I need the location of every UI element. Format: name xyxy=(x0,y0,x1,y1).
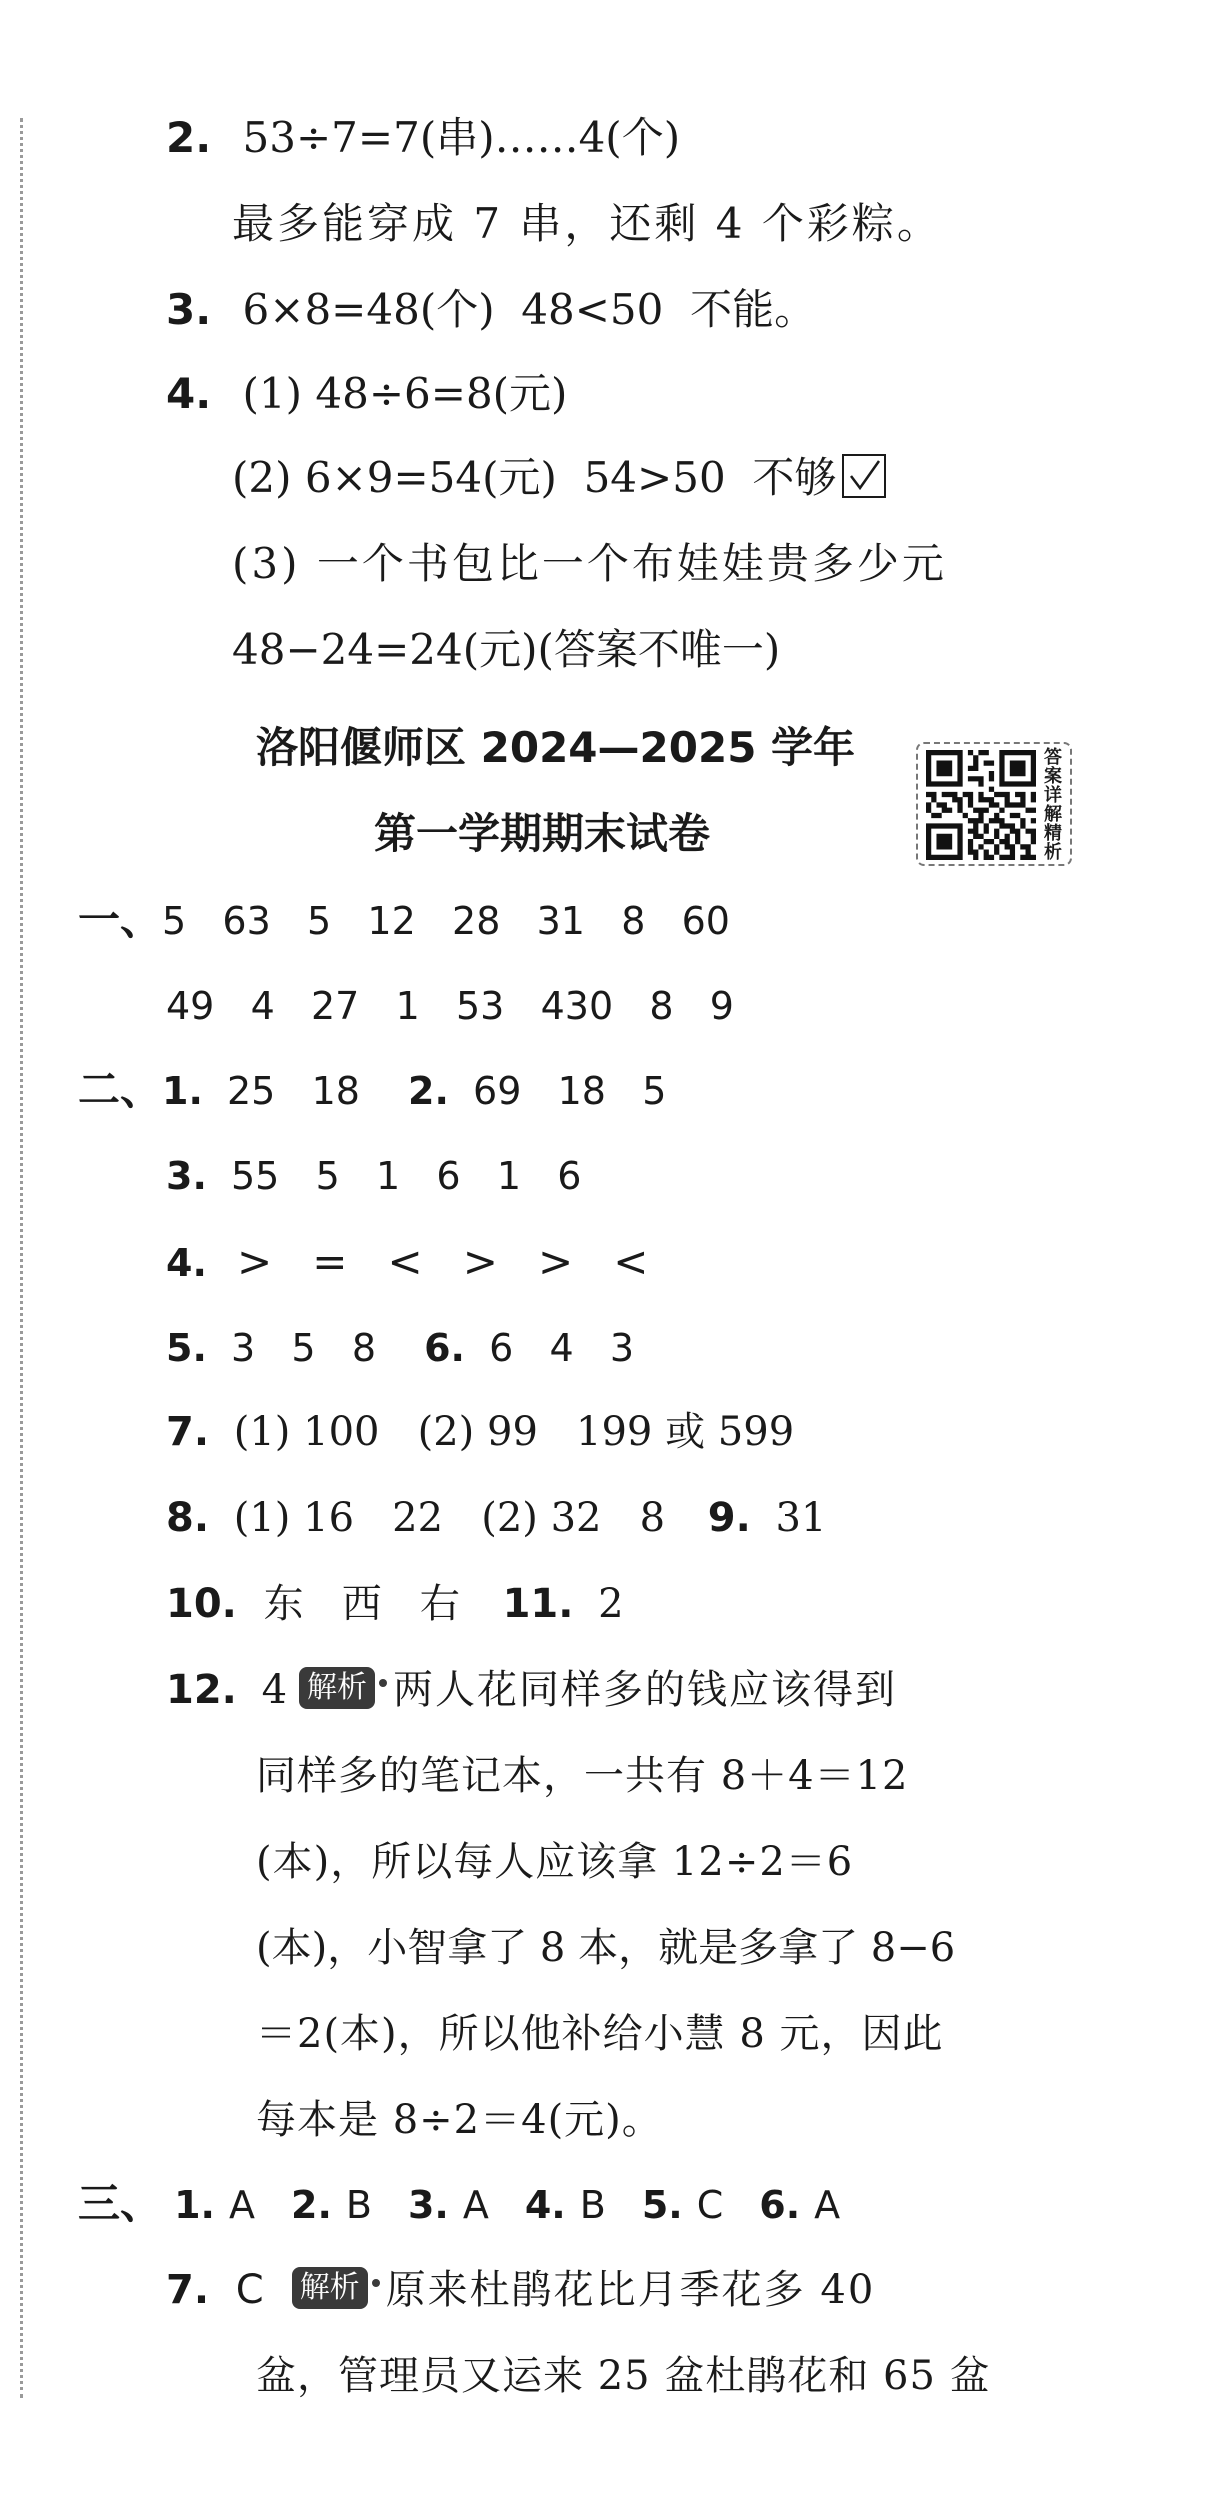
question-number: 3. xyxy=(166,285,212,334)
binding-margin-dotted-line xyxy=(20,118,23,2398)
checkbox-checked xyxy=(842,454,886,498)
qr-code-icon xyxy=(926,750,1036,860)
section-2-row-12-line-5: ＝2(本)，所以他补给小慧 8 元，因此 xyxy=(256,2011,944,2057)
section-label: 一、 xyxy=(78,895,163,944)
analysis-text: 两人花同样多的钱应该得到 xyxy=(393,1667,898,1713)
answer-text: 4 xyxy=(261,1667,288,1713)
question-number: 2. xyxy=(166,113,212,162)
section-2-row-8 xyxy=(166,1488,826,1548)
answer-text: (1) 100 (2) 99 199 或 599 xyxy=(233,1409,795,1455)
answer-text: (1) 48÷6=8(元) xyxy=(242,369,568,418)
section-3-row-7-line-2: 盆，管理员又运来 25 盆杜鹃花和 65 盆 xyxy=(256,2353,991,2399)
section-label: 二、 xyxy=(78,1065,163,1114)
question-number: 2. xyxy=(291,2183,332,2227)
section-3-row-7-line-1 xyxy=(166,2260,875,2320)
section-2-row-5 xyxy=(166,1318,634,1378)
question-number: 7. xyxy=(166,2267,210,2313)
answer-text: 5 63 5 12 28 31 8 60 xyxy=(162,899,730,943)
question-number: 8. xyxy=(166,1495,210,1541)
answer-text: B xyxy=(579,2183,606,2227)
section-2-row-12-line-4: (本)，小智拿了 8 本，就是多拿了 8−6 xyxy=(256,1925,956,1971)
answer-text: 3 5 8 xyxy=(230,1326,376,1370)
section-1-line-1 xyxy=(78,890,730,950)
question-number: 10. xyxy=(166,1581,237,1627)
answer-text: 25 18 xyxy=(227,1069,360,1113)
section-label: 三、 xyxy=(78,2179,163,2228)
qr-caption: 答案详解精析 xyxy=(1044,747,1062,863)
question-number: 7. xyxy=(166,1409,210,1455)
answer-text: A xyxy=(229,2183,255,2227)
question-number: 1. xyxy=(162,1069,203,1113)
answer-4-line-1 xyxy=(166,364,567,424)
analysis-text: 原来杜鹃花比月季花多 40 xyxy=(385,2267,876,2313)
checkmark-icon xyxy=(846,458,882,494)
question-number: 4. xyxy=(166,1241,207,1285)
answer-text: C xyxy=(696,2183,724,2227)
section-2-row-7 xyxy=(166,1402,794,1462)
section-2-row-10 xyxy=(166,1574,624,1634)
answer-text: 6×8=48(个) 48<50 不能。 xyxy=(242,285,817,334)
answer-4-line-2 xyxy=(232,448,886,508)
question-number: 2. xyxy=(408,1069,449,1113)
question-number: 12. xyxy=(166,1667,237,1713)
answer-2-line-2: 最多能穿成 7 串，还剩 4 个彩粽。 xyxy=(232,199,942,248)
badge-dot-icon xyxy=(379,1679,387,1687)
question-number: 5. xyxy=(166,1326,207,1370)
section-2-row-12-line-6: 每本是 8÷2＝4(元)。 xyxy=(256,2097,663,2143)
question-number: 3. xyxy=(407,2183,449,2227)
answer-qr-code-box[interactable] xyxy=(916,742,1072,866)
badge-dot-icon xyxy=(372,2279,380,2287)
question-number: 6. xyxy=(759,2183,801,2227)
question-number: 5. xyxy=(641,2183,683,2227)
question-number: 9. xyxy=(707,1495,751,1541)
answer-text: 53÷7=7(串)……4(个) xyxy=(242,113,681,162)
answer-text: 69 18 5 xyxy=(473,1069,667,1113)
answer-text: > = < > > < xyxy=(236,1237,649,1286)
section-2-row-12-line-1 xyxy=(166,1660,897,1720)
question-number: 4. xyxy=(166,369,212,418)
answer-4-line-3: (3) 一个书包比一个布娃娃贵多少元 xyxy=(232,539,947,588)
section-2-row-12-line-3: (本)，所以每人应该拿 12÷2＝6 xyxy=(256,1839,854,1885)
question-number: 11. xyxy=(502,1581,574,1627)
question-number: 1. xyxy=(174,2183,215,2227)
section-2-row-1 xyxy=(78,1060,666,1120)
question-number: 4. xyxy=(524,2183,566,2227)
choice-answers xyxy=(174,2183,840,2227)
answer-text: 6 4 3 xyxy=(489,1326,635,1370)
answer-text: B xyxy=(345,2183,372,2227)
analysis-badge: 解析 xyxy=(292,2267,368,2309)
answer-text: 东 西 右 xyxy=(263,1581,460,1627)
section-2-row-3 xyxy=(166,1146,581,1206)
answer-4-line-4: 48−24=24(元)(答案不唯一) xyxy=(232,625,781,674)
question-number: 6. xyxy=(424,1326,465,1370)
exam-title-line-2: 第一学期期末试卷 xyxy=(374,809,711,858)
answer-3 xyxy=(166,280,816,340)
exam-title-line-1: 洛阳偃师区 2024—2025 学年 xyxy=(256,723,856,772)
answer-text: C xyxy=(235,2267,264,2313)
question-number: 3. xyxy=(166,1154,207,1198)
answer-text: (2) 6×9=54(元) 54>50 不够 xyxy=(232,453,837,502)
answer-text: 55 5 1 6 1 6 xyxy=(230,1154,582,1198)
answer-text: 2 xyxy=(598,1581,624,1627)
answer-text: (1) 16 22 (2) 32 8 xyxy=(233,1495,666,1541)
section-2-row-12-line-2: 同样多的笔记本，一共有 8＋4＝12 xyxy=(256,1753,909,1799)
analysis-badge: 解析 xyxy=(299,1667,375,1709)
section-1-line-2: 49 4 27 1 53 430 8 9 xyxy=(166,984,734,1028)
answer-text: 31 xyxy=(775,1495,827,1541)
section-3-row-1 xyxy=(78,2174,840,2234)
answer-text: A xyxy=(462,2183,489,2227)
answer-2-line-1 xyxy=(166,108,680,168)
answer-text: A xyxy=(814,2183,841,2227)
section-2-row-4 xyxy=(166,1232,648,1292)
